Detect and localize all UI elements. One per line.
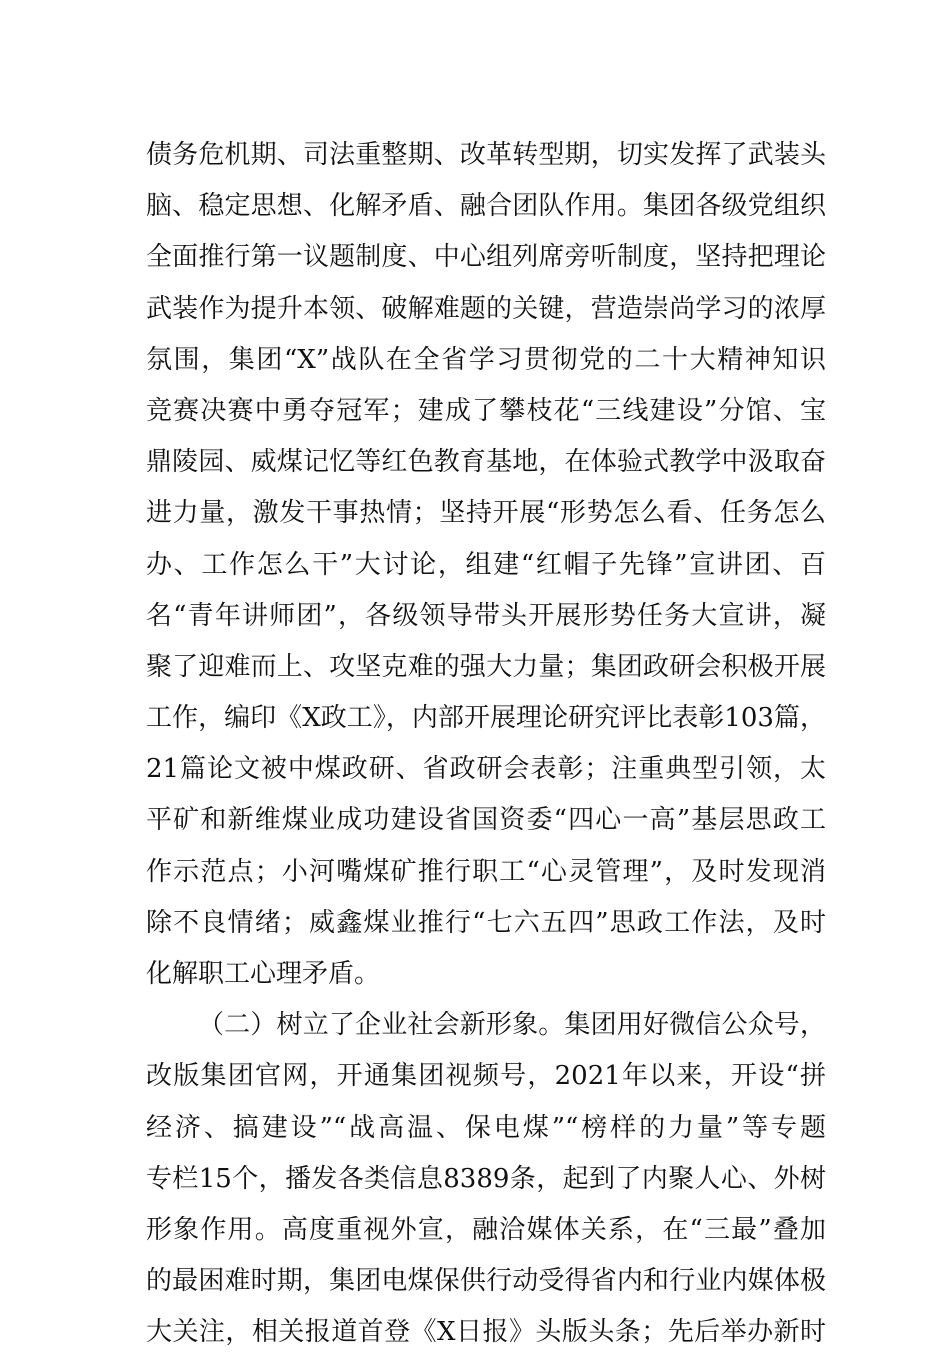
text-line: 作示范点；小河嘴煤矿推行职工“心灵管理”，及时发现消	[146, 856, 826, 887]
text-line: 鼎陵园、威煤记忆等红色教育基地，在体验式教学中汲取奋	[146, 447, 826, 478]
text-line: 氛围，集团“X”战队在全省学习贯彻党的二十大精神知识	[146, 344, 826, 375]
text-line: 改版集团官网，开通集团视频号，2021年以来，开设“拼	[146, 1061, 826, 1092]
text-line: 21篇论文被中煤政研、省政研会表彰；注重典型引领，太	[146, 754, 826, 785]
body-text	[146, 130, 826, 1359]
text-line: 大关注，相关报道首登《X日报》头版头条；先后举办新时	[146, 1317, 826, 1348]
text-line: 聚了迎难而上、攻坚克难的强大力量；集团政研会积极开展	[146, 651, 826, 682]
text-line: 经济、搞建设”“战高温、保电煤”“榜样的力量”等专题	[146, 1112, 826, 1143]
text-line: 竞赛决赛中勇夺冠军；建成了攀枝花“三线建设”分馆、宝	[146, 395, 826, 426]
paragraph-1	[146, 130, 826, 1000]
text-line: 办、工作怎么干”大讨论，组建“红帽子先锋”宣讲团、百	[146, 549, 826, 580]
text-line: 脑、稳定思想、化解矛盾、融合团队作用。集团各级党组织	[146, 191, 826, 222]
text-line: 进力量，激发干事热情；坚持开展“形势怎么看、任务怎么	[146, 498, 826, 529]
text-line: 债务危机期、司法重整期、改革转型期，切实发挥了武装头	[146, 140, 826, 170]
text-line: 武装作为提升本领、破解难题的关键，营造崇尚学习的浓厚	[146, 293, 826, 324]
text-line: （二）树立了企业社会新形象。集团用好微信公众号，	[198, 1010, 826, 1041]
text-line: 除不良情绪；威鑫煤业推行“七六五四”思政工作法，及时	[146, 907, 826, 938]
text-line: 形象作用。高度重视外宣，融洽媒体关系，在“三最”叠加	[146, 1214, 826, 1245]
text-line: 全面推行第一议题制度、中心组列席旁听制度，坚持把理论	[146, 242, 826, 273]
text-line: 的最困难时期，集团电煤保供行动受得省内和行业内媒体极	[146, 1266, 826, 1297]
text-line: 名“青年讲师团”，各级领导带头开展形势任务大宣讲，凝	[146, 600, 826, 631]
text-line: 专栏15个，播发各类信息8389条，起到了内聚人心、外树	[146, 1163, 826, 1194]
text-line: 化解职工心理矛盾。	[146, 959, 381, 989]
text-line: 工作，编印《X政工》，内部开展理论研究评比表彰103篇，	[146, 703, 826, 734]
paragraph-2	[146, 1000, 826, 1358]
text-line: 平矿和新维煤业成功建设省国资委“四心一高”基层思政工	[146, 805, 826, 836]
